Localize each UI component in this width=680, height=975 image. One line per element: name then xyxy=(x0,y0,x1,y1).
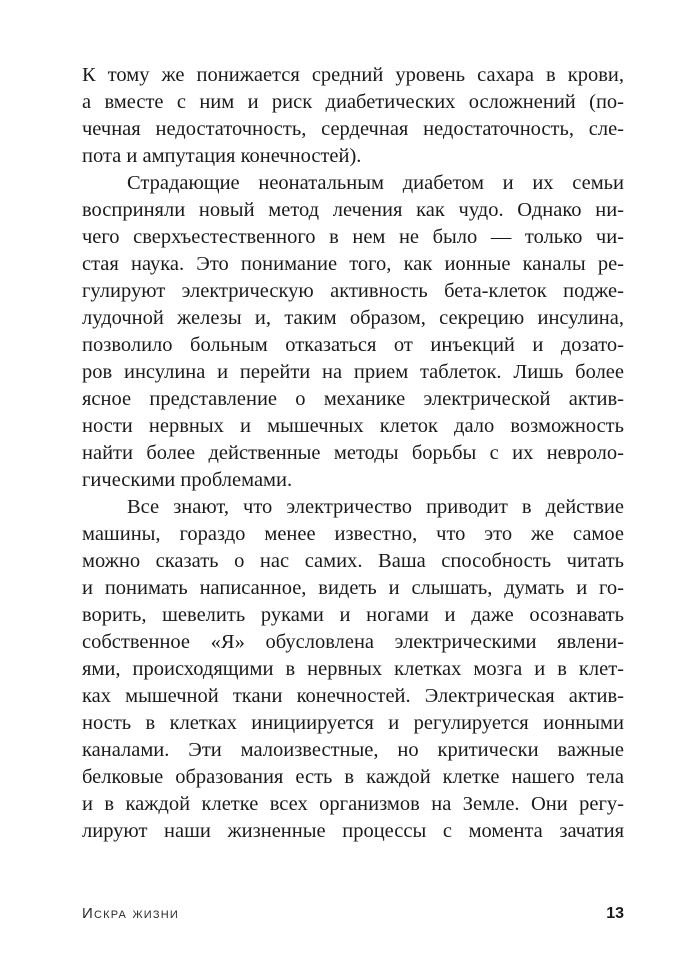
text-line: К тому же понижается средний уровень сахара в крови, xyxy=(82,64,624,86)
text-line: лируют наши жизненные процессы с момента зачатия xyxy=(82,820,624,842)
text-line: найти более действенные методы борьбы с их невроло- xyxy=(82,442,624,464)
text-line: ясное представление о механике электрической актив- xyxy=(82,388,624,410)
body-text xyxy=(82,62,624,845)
text-line: чечная недостаточность, сердечная недостаточность, сле- xyxy=(82,118,624,140)
text-line: и в каждой клетке всех организмов на Земле. Они регу- xyxy=(82,793,624,815)
page-number: 13 xyxy=(606,905,624,922)
running-title: Искра жизни xyxy=(82,905,179,922)
text-line: можно сказать о нас самих. Ваша способность читать xyxy=(82,550,624,572)
text-line: чего сверхъестественного в нем не было — только чи- xyxy=(82,226,624,248)
text-line: позволило больным отказаться от инъекций и дозато- xyxy=(82,334,624,356)
text-line: каналами. Эти малоизвестные, но критически важные xyxy=(82,739,624,761)
text-line: лудочной железы и, таким образом, секрецию инсулина, xyxy=(82,307,624,329)
text-line: машины, гораздо менее известно, что это же самое xyxy=(82,523,624,545)
text-line: и понимать написанное, видеть и слышать, думать и го- xyxy=(82,577,624,599)
text-line: а вместе с ним и риск диабетических осложнений (по- xyxy=(82,91,624,113)
page-footer xyxy=(82,902,624,926)
paragraph-first-line: Все знают, что электричество приводит в действие xyxy=(127,496,624,518)
text-line: пота и ампутация конечностей). xyxy=(82,145,362,167)
text-line: гическими проблемами. xyxy=(82,469,293,491)
text-line: ках мышечной ткани конечностей. Электрическая актив- xyxy=(82,685,624,707)
text-line: ями, происходящими в нервных клетках мозга и в клет- xyxy=(82,658,624,680)
text-line: белковые образования есть в каждой клетке нашего тела xyxy=(82,766,624,788)
text-line: собственное «Я» обусловлена электрическими явлени- xyxy=(82,631,624,653)
paragraph-first-line: Страдающие неонатальным диабетом и их семьи xyxy=(127,172,624,194)
text-line: ность в клетках инициируется и регулируется ионными xyxy=(82,712,624,734)
text-line: стая наука. Это понимание того, как ионные каналы ре- xyxy=(82,253,624,275)
text-line: восприняли новый метод лечения как чудо. Однако ни- xyxy=(82,199,624,221)
text-line: ности нервных и мышечных клеток дало возможность xyxy=(82,415,624,437)
text-line: гулируют электрическую активность бета-клеток подже- xyxy=(82,280,624,302)
text-line: ворить, шевелить руками и ногами и даже осознавать xyxy=(82,604,624,626)
text-line: ров инсулина и перейти на прием таблеток. Лишь более xyxy=(82,361,624,383)
